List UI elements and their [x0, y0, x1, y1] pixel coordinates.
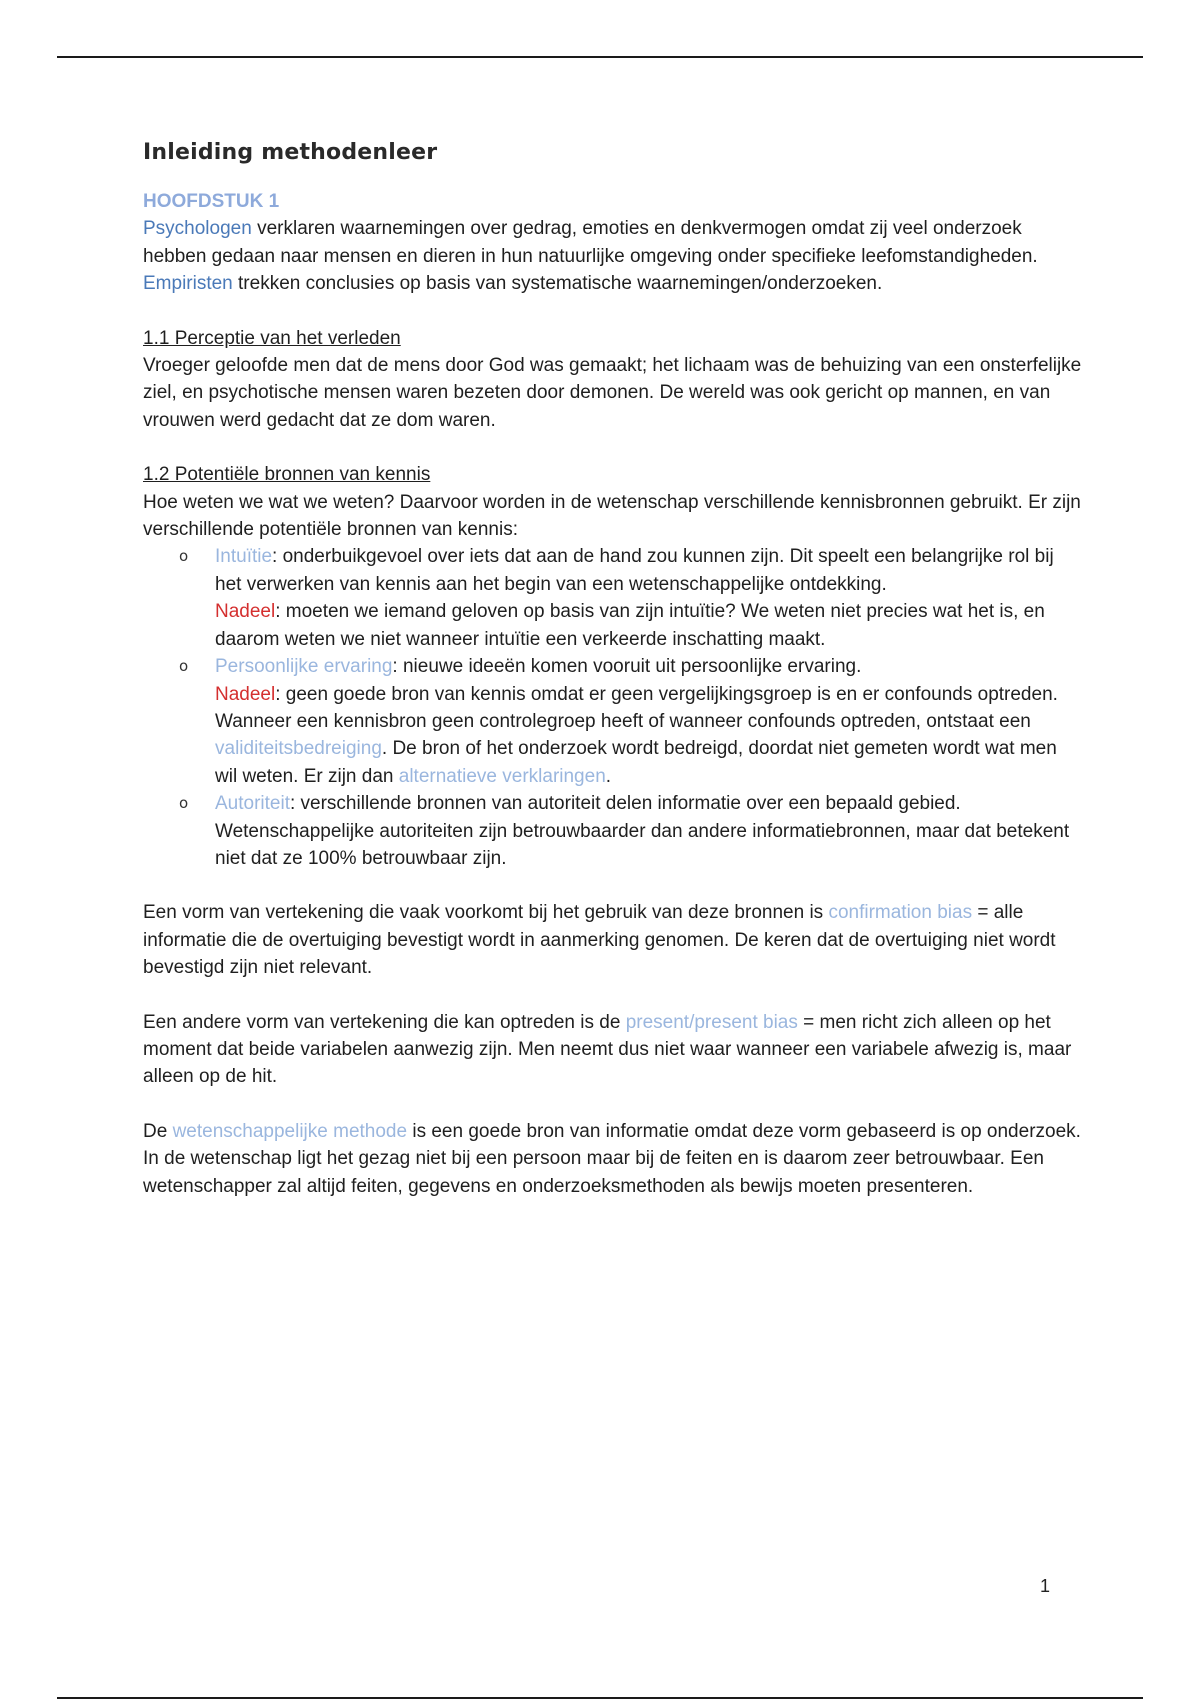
page-bottom-rule	[57, 1697, 1143, 1699]
term-confirmation-bias: confirmation bias	[828, 902, 973, 924]
ervaring-nadeel-text-b: . De bron of het onderzoek wordt bedreigd, doordat niet gemeten wordt wat men wil weten. Er zijn dan	[215, 738, 1057, 787]
autoriteit-text: : verschillende bronnen van autoriteit delen informatie over een bepaald gebied. Wetenschappelijke autoriteiten zijn betrouwbaarder dan andere informatiebronnen, maar dat betekent niet dat ze 100% betrouwbaar zijn.	[215, 793, 1070, 869]
intuitie-nadeel-text: : moeten we iemand geloven op basis van zijn intuïtie? We weten niet precies wat het is, en daarom weten we niet wanneer intuïtie een verkeerde inschatting maakt.	[215, 601, 1045, 650]
term-persoonlijke-ervaring: Persoonlijke ervaring	[215, 656, 393, 678]
document-title: Inleiding methodenleer	[143, 140, 438, 165]
intuitie-text: : onderbuikgevoel over iets dat aan de hand zou kunnen zijn. Dit speelt een belangrijke rol bij het verwerken van kennis aan het begin van een wetenschappelijke ontdekking.	[215, 546, 1054, 595]
page-top-rule	[57, 56, 1143, 58]
method-text-a: De	[143, 1120, 173, 1142]
intro-text-2: trekken conclusies op basis van systematische waarnemingen/onderzoeken.	[232, 273, 883, 295]
list-item-autoriteit	[179, 790, 1083, 872]
term-autoriteit: Autoriteit	[215, 793, 290, 815]
chapter-heading: HOOFDSTUK 1	[143, 191, 280, 212]
list-item-persoonlijke-ervaring	[179, 653, 1083, 790]
ervaring-text: : nieuwe ideeën komen vooruit uit persoonlijke ervaring.	[392, 656, 862, 678]
section-1-2-body: Hoe weten we wat we weten? Daarvoor worden in de wetenschap verschillende kennisbronnen gebruikt. Er zijn verschillende potentiële bronnen van kennis:	[143, 491, 1081, 541]
list-item-intuitie	[179, 543, 1083, 653]
confirmation-text-a: Een vorm van vertekening die vaak voorkomt bij het gebruik van deze bronnen is	[143, 902, 829, 924]
ervaring-nadeel-text-a: : geen goede bron van kennis omdat er geen vergelijkingsgroep is en er confounds optreden. Wanneer een kennisbron geen controlegroep heeft of wanneer confounds optreden, ontstaat een	[215, 683, 1058, 732]
confirmation-bias-paragraph	[143, 899, 1083, 981]
term-alternatieve-verklaringen: alternatieve verklaringen	[398, 765, 606, 787]
intro-paragraph	[143, 215, 1083, 297]
nadeel-label: Nadeel	[215, 683, 276, 705]
bullet-icon: o	[179, 547, 189, 566]
document-page	[143, 138, 1083, 1200]
scientific-method-paragraph	[143, 1118, 1083, 1200]
ervaring-nadeel-text-c: .	[605, 765, 612, 787]
term-wetenschappelijke-methode: wetenschappelijke methode	[172, 1120, 408, 1142]
present-text-b: = men richt zich alleen op het moment dat beide variabelen aanwezig zijn. Men neemt dus niet waar wanneer een variabele afwezig is, maar alleen op de hit.	[143, 1011, 1072, 1088]
intro-text-1: verklaren waarnemingen over gedrag, emoties en denkvermogen omdat zij veel onderzoek hebben gedaan naar mensen en dieren in hun natuurlijke omgeving onder specifieke leefomstandigheden.	[143, 218, 1038, 267]
section-heading-1-1: 1.1 Perceptie van het verleden	[143, 327, 401, 349]
term-empiristen: Empiristen	[143, 273, 233, 295]
present-bias-paragraph	[143, 1009, 1083, 1091]
method-text-b: is een goede bron van informatie omdat deze vorm gebaseerd is op onderzoek. In de wetenschap ligt het gezag niet bij een persoon maar bij de feiten en is daarom zeer betrouwbaar. Een wetenschapper zal altijd feiten, gegevens en onderzoeksmethoden als bewijs moeten presenteren.	[143, 1120, 1081, 1197]
section-heading-1-2: 1.2 Potentiële bronnen van kennis	[143, 464, 431, 486]
present-text-a: Een andere vorm van vertekening die kan optreden is de	[143, 1011, 626, 1033]
confirmation-text-b: = alle informatie die de overtuiging bevestigt wordt in aanmerking genomen. De keren dat de overtuiging niet wordt bevestigd zijn niet relevant.	[143, 902, 1056, 979]
term-validiteitsbedreiging: validiteitsbedreiging	[215, 738, 382, 760]
bullet-icon: o	[179, 794, 189, 813]
knowledge-sources-list	[143, 543, 1083, 872]
nadeel-label: Nadeel	[215, 601, 276, 623]
term-present-present-bias: present/present bias	[625, 1011, 798, 1033]
page-number: 1	[1040, 1576, 1051, 1596]
term-intuitie: Intuïtie	[215, 546, 273, 568]
section-1-1-body: Vroeger geloofde men dat de mens door God was gemaakt; het lichaam was de behuizing van een onsterfelijke ziel, en psychotische mensen waren bezeten door demonen. De wereld was ook gericht op mannen, en van vrouwen werd gedacht dat ze dom waren.	[143, 355, 1082, 431]
term-psychologen: Psychologen	[143, 218, 252, 240]
bullet-icon: o	[179, 657, 189, 676]
